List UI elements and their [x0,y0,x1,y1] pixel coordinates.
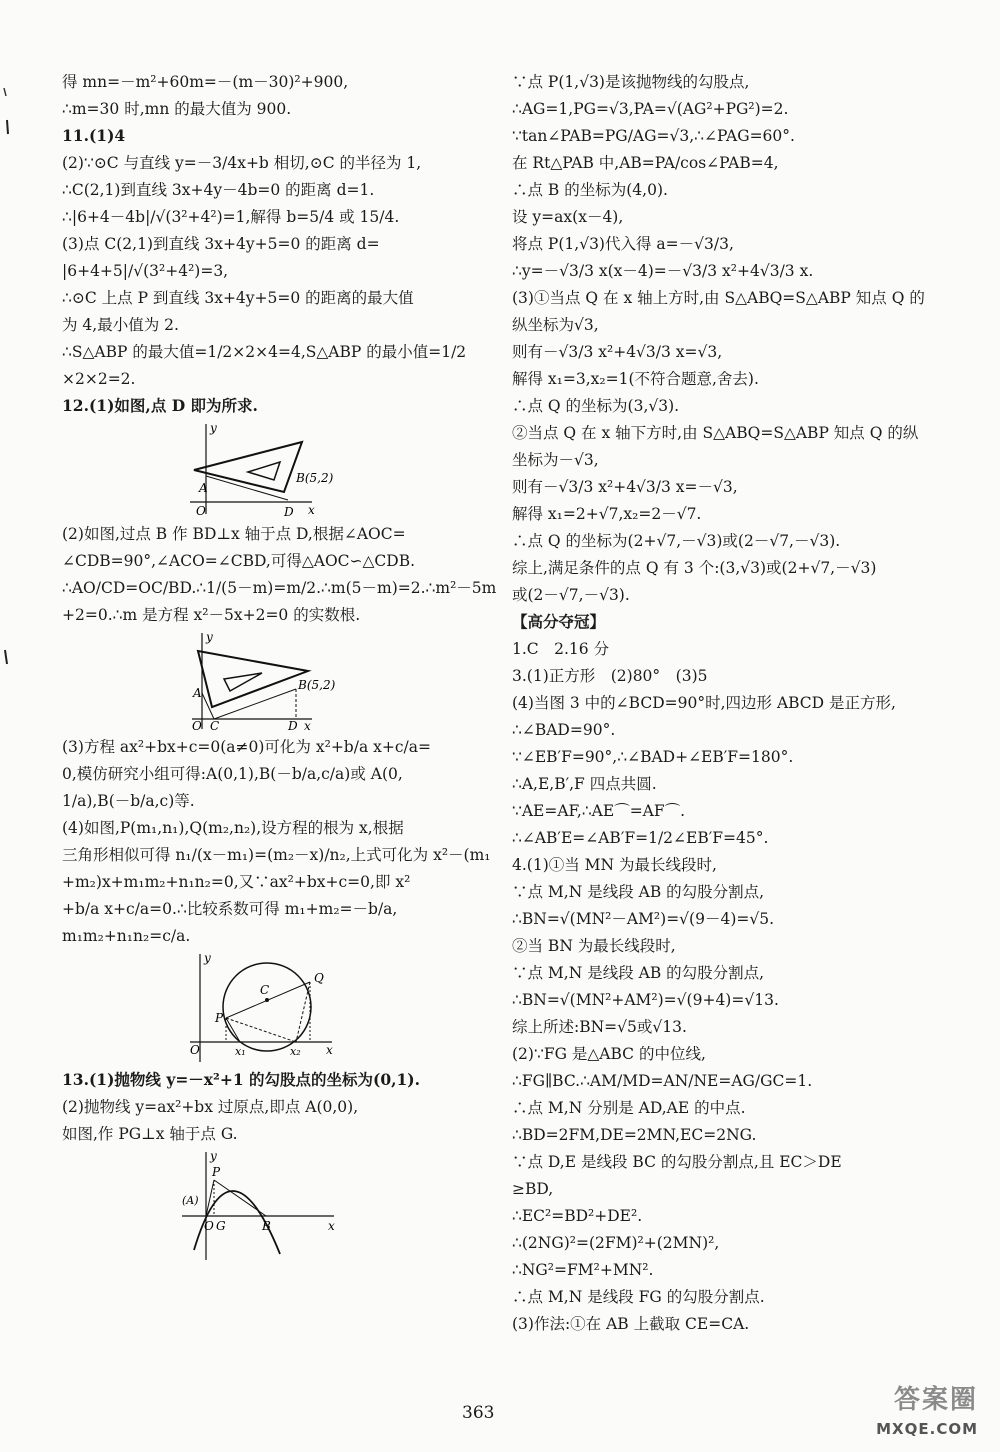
text-line: ≥BD, [512,1180,554,1198]
text-line: ∵∠EB′F=90°,∴∠BAD+∠EB′F=180°. [512,748,794,766]
fig1-label-d: D [284,505,294,518]
text-line: ∴点 M,N 是线段 FG 的勾股分割点. [512,1288,765,1306]
text-line: (2)∵⊙C 与直线 y=－3/4x+b 相切,⊙C 的半径为 1, [62,154,422,172]
fig2-label-y: y [206,631,213,644]
watermark-url: MXQE.COM [876,1420,978,1438]
text-line: ∵点 P(1,√3)是该抛物线的勾股点, [512,73,750,91]
question-12-heading: 12.(1)如图,点 D 即为所求. [62,396,258,415]
text-line: ②当 BN 为最长线段时, [512,937,676,955]
fig3-label-x2: x₂ [290,1045,301,1058]
text-line: ∴BD=2FM,DE=2MN,EC=2NG. [512,1126,757,1144]
text-line: |6+4+5|/√(3²+4²)=3, [62,262,229,280]
fig4-label-g: G [216,1219,226,1233]
text-line: 如图,作 PG⊥x 轴于点 G. [62,1125,238,1143]
fig3-label-c: C [260,983,270,997]
text-line: (3)①当点 Q 在 x 轴上方时,由 S△ABQ=S△ABP 知点 Q 的 [512,289,925,307]
text-line: 设 y=ax(x－4), [512,208,624,226]
text-line: 解得 x₁=3,x₂=1(不符合题意,舍去). [512,370,759,388]
text-line: ∵点 D,E 是线段 BC 的勾股分割点,且 EC＞DE [512,1153,842,1171]
text-line: ∴点 M,N 分别是 AD,AE 的中点. [512,1099,746,1117]
right-column [512,70,927,1339]
text-line: +2=0.∴m 是方程 x²－5x+2=0 的实数根. [62,606,361,624]
text-line: 或(2－√7,－√3). [512,586,630,604]
text-line: 为 4,最小值为 2. [62,316,179,334]
text-line: 4.(1)①当 MN 为最长线段时, [512,856,717,874]
text-line: 解得 x₁=2+√7,x₂=2－√7. [512,505,702,523]
figure-4-parabola [62,1150,382,1262]
text-line: ∵tan∠PAB=PG/AG=√3,∴∠PAG=60°. [512,127,795,145]
text-line: 1.C 2.16 分 [512,640,610,658]
text-line: (4)如图,P(m₁,n₁),Q(m₂,n₂),设方程的根为 x,根据 [62,819,404,837]
fig4-label-x: x [328,1219,335,1233]
fig3-label-x: x [326,1043,333,1057]
watermark [842,1385,992,1446]
fig3-label-p: P [215,1011,224,1025]
text-line: ②当点 Q 在 x 轴下方时,由 S△ABQ=S△ABP 知点 Q 的纵 [512,424,919,442]
text-line: ∴NG²=FM²+MN². [512,1261,654,1279]
text-line: (3)作法:①在 AB 上截取 CE=CA. [512,1315,750,1333]
text-line: (4)当图 3 中的∠BCD=90°时,四边形 ABCD 是正方形, [512,694,896,712]
text-line: ∵点 M,N 是线段 AB 的勾股分割点, [512,883,765,901]
fig3-label-y: y [204,952,211,965]
figure-3-circle [62,952,382,1064]
fig1-label-a: A [199,481,208,495]
text-line: 3.(1)正方形 (2)80° (3)5 [512,667,708,685]
text-line: ∴⊙C 上点 P 到直线 3x+4y+5=0 的距离的最大值 [62,289,414,307]
text-line: ∴EC²=BD²+DE². [512,1207,643,1225]
text-line: +m₂)x+m₁m₂+n₁n₂=0,又∵ax²+bx+c=0,即 x² [62,873,411,891]
text-line: ∴S△ABP 的最大值=1/2×2×4=4,S△ABP 的最小值=1/2 [62,343,467,361]
fig1-label-o: O [196,504,206,518]
watermark-logo: 答案圈 [893,1385,978,1415]
fig4-label-o: O [204,1219,214,1233]
text-line: ∴BN=√(MN²－AM²)=√(9－4)=√5. [512,910,775,928]
fig2-label-x: x [304,719,311,731]
text-line: 将点 P(1,√3)代入得 a=－√3/3, [512,235,734,253]
fig3-label-o: O [190,1043,200,1057]
figure-1-triangle [62,422,382,518]
fig2-label-a: A [193,686,202,700]
text-line: ∴C(2,1)到直线 3x+4y－4b=0 的距离 d=1. [62,181,375,199]
text-line: ∴|6+4－4b|/√(3²+4²)=1,解得 b=5/4 或 15/4. [62,208,400,226]
text-line: ∴AG=1,PG=√3,PA=√(AG²+PG²)=2. [512,100,789,118]
text-line: 综上所述:BN=√5或√13. [512,1018,687,1036]
text-line: (3)方程 ax²+bx+c=0(a≠0)可化为 x²+b/a x+c/a= [62,738,431,756]
figure-2-triangle [62,631,382,731]
text-line: ∴点 Q 的坐标为(2+√7,－√3)或(2－√7,－√3). [512,532,841,550]
text-line: ∠CDB=90°,∠ACO=∠CBD,可得△AOC∽△CDB. [62,552,416,570]
left-column [62,70,497,1266]
fig4-label-a: (A) [182,1194,199,1207]
text-line: m₁m₂+n₁n₂=c/a. [62,927,191,945]
text-line: 得 mn=－m²+60m=－(m－30)²+900, [62,73,349,91]
fig2-label-o: O [192,719,202,731]
page-number: 363 [462,1403,495,1423]
fig2-label-d: D [288,719,298,731]
text-line: 纵坐标为√3, [512,316,599,334]
text-line: (2)∵FG 是△ABC 的中位线, [512,1045,706,1063]
text-line: ∴点 B 的坐标为(4,0). [512,181,668,199]
question-13-heading: 13.(1)抛物线 y=－x²+1 的勾股点的坐标为(0,1). [62,1070,421,1089]
text-line: ∴点 Q 的坐标为(3,√3). [512,397,680,415]
text-line: ∴(2NG)²=(2FM)²+(2MN)², [512,1234,720,1252]
fig1-label-x: x [308,503,315,517]
fig1-label-b: B(5,2) [296,471,334,485]
text-line: (2)抛物线 y=ax²+bx 过原点,即点 A(0,0), [62,1098,359,1116]
text-line: 0,模仿研究小组可得:A(0,1),B(－b/a,c/a)或 A(0, [62,765,403,783]
text-line: ∴y=－√3/3 x(x－4)=－√3/3 x²+4√3/3 x. [512,262,814,280]
fig4-label-p: P [212,1165,221,1179]
text-line: 则有－√3/3 x²+4√3/3 x=－√3, [512,478,738,496]
fig4-label-b: B [262,1219,271,1233]
text-line: +b/a x+c/a=0.∴比较系数可得 m₁+m₂=－b/a, [62,900,398,918]
fig2-label-c: C [210,719,220,731]
text-line: (2)如图,过点 B 作 BD⊥x 轴于点 D,根据∠AOC= [62,525,406,543]
text-line: ∴BN=√(MN²+AM²)=√(9+4)=√13. [512,991,779,1009]
text-line: ∴∠BAD=90°. [512,721,616,739]
question-11-heading: 11.(1)4 [62,126,126,145]
text-line: 综上,满足条件的点 Q 有 3 个:(3,√3)或(2+√7,－√3) [512,559,877,577]
text-line: ∴∠AB′E=∠AB′F=1/2∠EB′F=45°. [512,829,769,847]
text-line: ∴m=30 时,mn 的最大值为 900. [62,100,292,118]
text-line: ×2×2=2. [62,370,136,388]
fig4-label-y: y [210,1150,217,1163]
fig2-label-b: B(5,2) [298,678,336,692]
text-line: 1/a),B(－b/a,c)等. [62,792,195,810]
text-line: ∵点 M,N 是线段 AB 的勾股分割点, [512,964,765,982]
margin-scan-marks [0,0,20,1452]
fig1-label-y: y [210,422,217,435]
fig3-label-q: Q [314,971,324,985]
text-line: 坐标为－√3, [512,451,599,469]
text-line: 则有－√3/3 x²+4√3/3 x=√3, [512,343,723,361]
text-line: ∴FG∥BC.∴AM/MD=AN/NE=AG/GC=1. [512,1072,813,1090]
text-line: ∴AO/CD=OC/BD.∴1/(5－m)=m/2.∴m(5－m)=2.∴m²－5m [62,579,497,597]
text-line: ∵AE=AF,∴AE⌒=AF⌒. [512,802,686,820]
fig3-label-x1: x₁ [235,1045,246,1058]
text-line: ∴A,E,B′,F 四点共圆. [512,775,657,793]
text-line: 在 Rt△PAB 中,AB=PA/cos∠PAB=4, [512,154,779,172]
text-line: 三角形相似可得 n₁/(x－m₁)=(m₂－x)/n₂,上式可化为 x²－(m₁ [62,846,491,864]
text-line: (3)点 C(2,1)到直线 3x+4y+5=0 的距离 d= [62,235,380,253]
section-heading-gaofenduoguan: 【高分夺冠】 [512,612,606,631]
